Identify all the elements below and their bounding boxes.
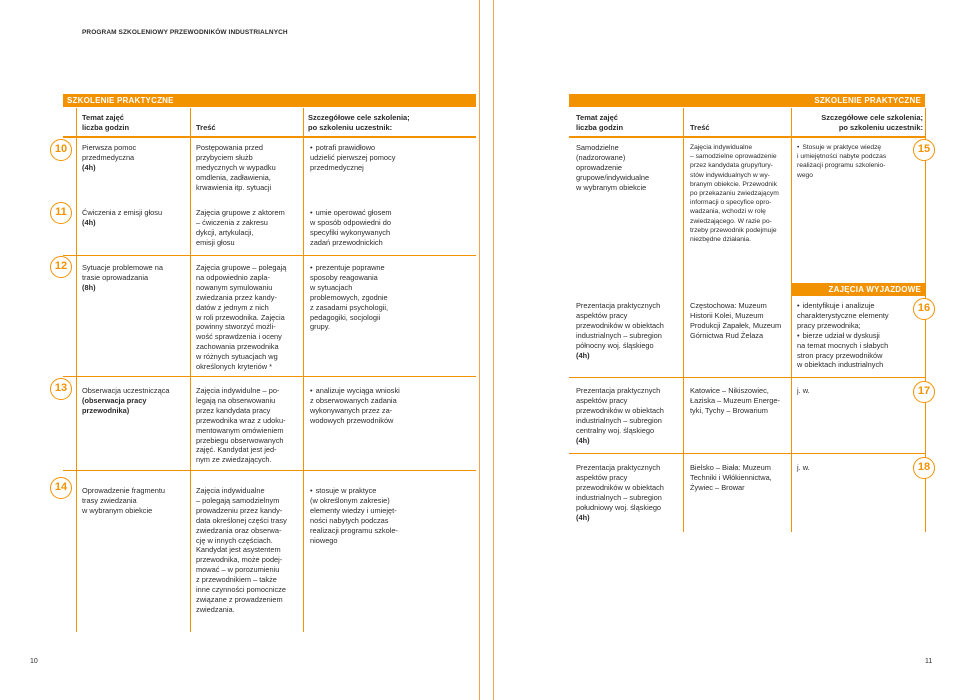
row-topic: Obserwacja uczestnicząca (obserwacja pracy przewodnika) bbox=[82, 386, 170, 415]
row-topic: Prezentacja praktycznych aspektów pracy przewodników w obiektach industrialnych – subregion północny woj. śląskiego (4h) bbox=[576, 301, 664, 360]
row-goals: • potrafi prawidłowo udzielić pierwszej pomocy przedmedycznej bbox=[310, 143, 474, 173]
row-goals: • umie operować głosem w sposób odpowiedni do specyfiki wykonywanych zadań przewodnickich bbox=[310, 208, 474, 248]
row-content: Częstochowa: Muzeum Historii Kolei, Muzeum Produkcji Zapałek, Muzeum Górnictwa Rud Żelaza bbox=[690, 301, 782, 340]
page-fold-left bbox=[479, 0, 480, 700]
row-number-badge: 10 bbox=[50, 139, 72, 161]
row-number-badge: 11 bbox=[50, 202, 72, 224]
row-topic: Pierwsza pomoc przedmedyczna (4h) bbox=[82, 143, 137, 172]
running-head: PROGRAM SZKOLENIOWY PRZEWODNIKÓW INDUSTRIALNYCH bbox=[82, 29, 288, 36]
right-header-rule bbox=[569, 136, 925, 138]
row-topic: Prezentacja praktycznych aspektów pracy przewodników w obiektach industrialnych – subregion centralny woj. śląskiego (4h) bbox=[576, 386, 664, 445]
row-topic: Samodzielne (nadzorowane) oprowadzenie grupowe/indywidualne w wybranym obiekcie bbox=[576, 143, 650, 192]
left-header-rule bbox=[63, 136, 476, 138]
row-content: Zajęcia indywidualne – samodzielne oprowadzenie przez kandydata grupy/tury- stów indywidualnych w wy- branym obiekcie. Przewodnik po przekazaniu zwiedzającym informacji o specyfice opro- wadzania, wchodzi w rolę zwiedzającego. W razie po- trzeby przewodnik podejmuje niezbędne działania. bbox=[690, 144, 779, 244]
row-topic: Prezentacja praktycznych aspektów pracy przewodników w obiektach industrialnych – subregion południowy woj. śląskiego (4h) bbox=[576, 463, 664, 522]
row-goals: j. w. bbox=[797, 463, 810, 472]
right-col-content-header: Treść bbox=[690, 123, 710, 132]
right-col-topic-header: Temat zajęć liczba godzin bbox=[576, 113, 624, 132]
row-content: Bielsko – Biała: Muzeum Techniki i Włókiennictwa, Żywiec – Browar bbox=[690, 463, 772, 492]
row-number-badge: 18 bbox=[913, 457, 935, 479]
page-fold-right bbox=[493, 0, 494, 700]
row-goals: • analizuje wyciąga wnioski z obserwowanych zadania wykonywanych przez za- wodowych przewodników bbox=[310, 386, 474, 426]
left-col-content-header: Treść bbox=[196, 123, 216, 132]
row-content: Zajęcia indywidulne – po- legają na obserwowaniu przez kandydata pracy przewodnika wraz z udoku- mentowanym omówieniem przebiegu obserwowanych zajęć. Kandydat jest jed- nym ze zwiedzających. bbox=[196, 386, 286, 465]
row-goals: • prezentuje poprawne sposoby reagowania w sytuacjach problemowych, zgodnie z zasadami psychologii, pedagogiki, socjologii grupy. bbox=[310, 263, 474, 332]
row-number-badge: 15 bbox=[913, 139, 935, 161]
left-col-topic-header: Temat zajęć liczba godzin bbox=[82, 113, 130, 132]
row-number-badge: 14 bbox=[50, 477, 72, 499]
right-col-divider bbox=[791, 108, 792, 532]
trips-section-band: ZAJĘCIA WYJAZDOWE bbox=[792, 283, 925, 296]
row-number-badge: 17 bbox=[913, 381, 935, 403]
left-col-divider bbox=[76, 108, 77, 632]
left-col-divider bbox=[190, 108, 191, 632]
left-row-divider bbox=[63, 376, 476, 377]
right-row-divider bbox=[569, 453, 925, 454]
row-goals: • identyfikuje i analizuje charakterystyczne elementy pracy przewodnika; • bierze udział w dyskusji na temat mocnych i słabych stron pracy przewodników w obiektach industrialnych bbox=[797, 301, 910, 370]
left-col-goals-header: Szczegółowe cele szkolenia; po szkoleniu uczestnik: bbox=[308, 113, 410, 132]
left-row-divider bbox=[63, 255, 476, 256]
left-col-divider bbox=[303, 108, 304, 632]
row-goals: • stosuje w praktyce (w określonym zakresie) elementy wiedzy i umiejęt- ności nabytych podczas realizacji programu szkole- niowego bbox=[310, 486, 474, 545]
row-content: Katowice – Nikiszowiec, Łaziska – Muzeum Energe- tyki, Tychy – Browarium bbox=[690, 386, 780, 415]
page-number-left: 10 bbox=[30, 658, 38, 665]
row-number-badge: 13 bbox=[50, 378, 72, 400]
right-row-divider bbox=[569, 377, 925, 378]
left-section-band: SZKOLENIE PRAKTYCZNE bbox=[63, 94, 476, 107]
right-col-divider bbox=[683, 108, 684, 532]
row-topic: Ćwiczenia z emisji głosu (4h) bbox=[82, 208, 163, 227]
right-section-band: SZKOLENIE PRAKTYCZNE bbox=[569, 94, 925, 107]
row-topic: Oprowadzenie fragmentu trasy zwiedzania w wybranym obiekcie bbox=[82, 486, 165, 515]
row-content: Zajęcia indywidualne – polegają samodzielnym prowadzeniu przez kandy- data określonej części trasy zwiedzania oraz obserwa- cję w innych częściach. Kandydat jest asystentem przewodnika, może podej- mować – w porozumieniu z przewodnikiem – także inne czynności pomocnicze związane z prowadzeniem zwiedzania. bbox=[196, 486, 287, 614]
row-number-badge: 16 bbox=[913, 298, 935, 320]
right-col-goals-header: Szczegółowe cele szkolenia; po szkoleniu uczestnik: bbox=[821, 113, 923, 132]
row-topic: Sytuacje problemowe na trasie oprowadzania (8h) bbox=[82, 263, 163, 292]
left-row-divider bbox=[63, 470, 476, 471]
row-number-badge: 12 bbox=[50, 256, 72, 278]
page-number-right: 11 bbox=[925, 658, 933, 665]
row-content: Zajęcia grupowe – polegają na odpowiednio zapla- nowanym symulowaniu zwiedzania przez kandy- datów z jednym z nich w roli przewodnika. Zajęcia powinny stworzyć możli- wość sprawdzenia i oceny zachowania przewodnika w różnych sytuacjach wg określonych kryteriów * bbox=[196, 263, 287, 372]
row-content: Postępowania przed przybyciem służb medycznych w wypadku omdlenia, zadławienia, krwawienia itp. sytuacji bbox=[196, 143, 276, 192]
row-content: Zajęcia grupowe z aktorem – ćwiczenia z zakresu dykcji, artykulacji, emisji głosu bbox=[196, 208, 285, 247]
row-goals: j. w. bbox=[797, 386, 810, 395]
row-goals: • Stosuje w praktyce wiedzę i umiejętności nabyte podczas realizacji programu szkolenio- wego bbox=[797, 143, 910, 180]
